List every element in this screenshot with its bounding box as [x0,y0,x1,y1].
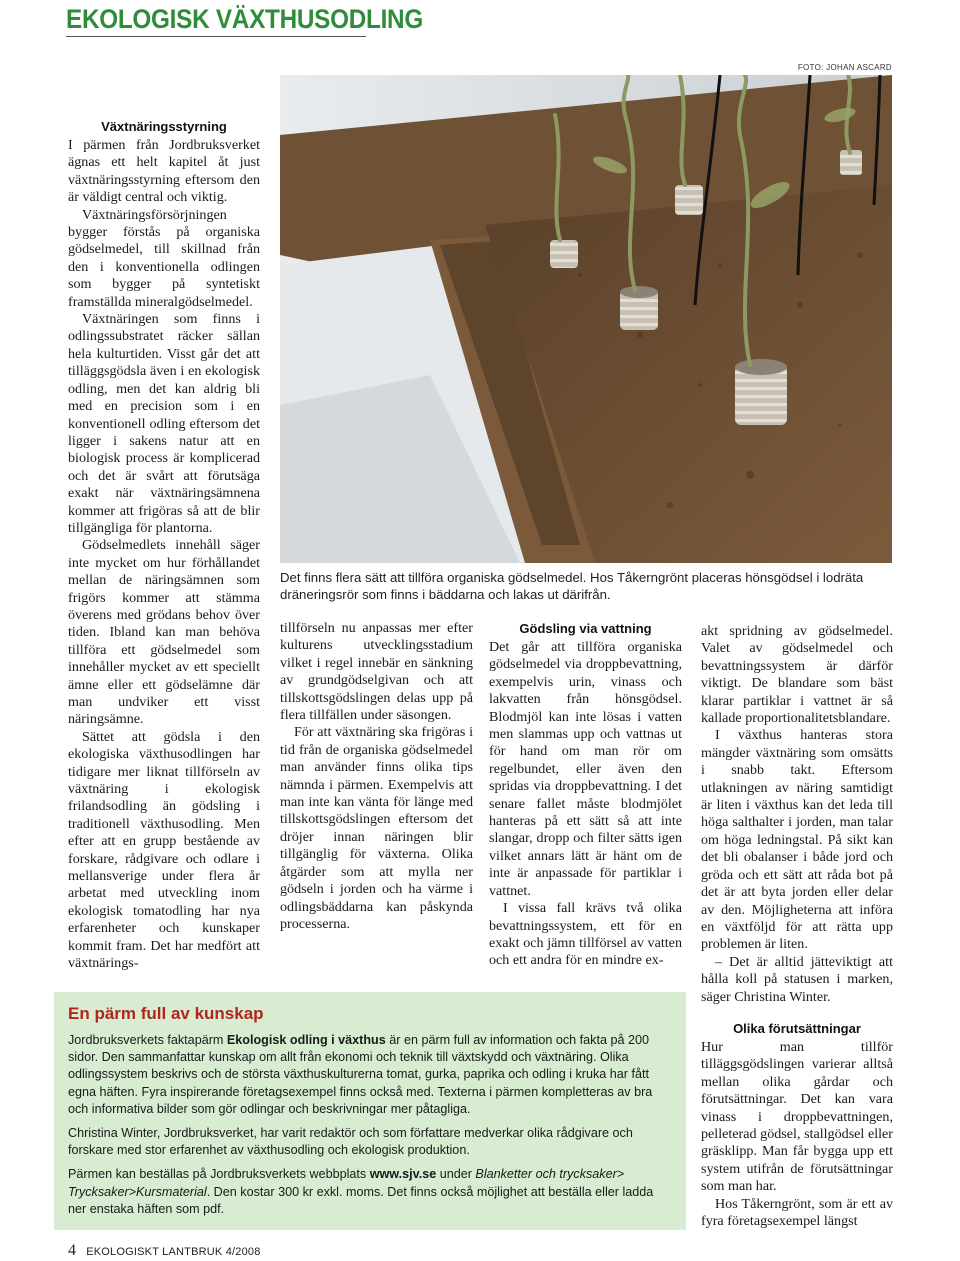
paragraph: Det går att tillföra organiska gödselmedel via droppbevattning, exempelvis urin, vinass och lakvatten från hönsgödsel. Blodmjöl kan inte lösas i vatten men slammas upp och vattnas ut för hand om man rör om regelbundet, eller även den spridas via droppbevattning. I det senare fallet måste blodmjölet hanteras på ett sätt så att inte slangar, dropp och filter sätts igen vilket annars lätt är hänt om de inte är anpassade för partiklar i vattnet. [489,639,682,899]
paragraph: I växthus hanteras stora mängder växtnäring som omsätts i snabb takt. Eftersom utlakningen av näring samtidigt är liten i växthus kan det leda till höga salthalter i jorden, man talar om höga ledningstal. På sikt kan det bli obalanser i både jord och gröda och ett sätt att råda bot på det är att byta jorden eller delar av den. Möjligheterna att införa en växtföljd för att rätta upp problemen är liten. [701,727,893,953]
column-1 [68,118,260,973]
fact-box-text [68,1032,668,1225]
column-4 [701,623,893,1230]
text-span: . Den kostar 300 kr exkl. moms. Det finns också möjlighet att beställa eller ladda ner enstaka häften som pdf. [68,1184,654,1216]
paragraph: Gödselmedlets innehåll säger inte mycket om hur förhållandet mellan de näringsämnen som frigörs kommer att stämma överens med grödans behov över tiden. Ibland kan man behöva tillföra ett gödselmedel som innehåller mycket av ett speciellt ämne eller ett gödselämne där man undviker ett visst näringsämne. [68,537,260,728]
book-title: Ekologisk odling i växthus [226,1033,386,1047]
page-footer [68,1242,261,1260]
paragraph: akt spridning av gödselmedel. Valet av gödselmedel och bevattningssystem är därför viktigt. De blandare som bäst klarar partiklar i vattnet är så kallade proportionalitetsblandare. [701,623,893,727]
greenhouse-photo [280,75,892,563]
menu-path: Blanketter och trycksaker> Trycksaker>Kursmaterial [68,1167,625,1199]
photo-caption: Det finns flera sätt att tillföra organiska gödselmedel. Hos Tåkerngrönt placeras hönsgödsel i lodräta dräneringsrör som finns i bäddarna och lakas ut därifrån. [280,570,864,602]
text-span: Pärmen kan beställas på Jordbruksverkets webbplats [68,1167,370,1182]
fact-box-paragraph: Christina Winter, Jordbruksverket, har varit redaktör och som författare medverkar olika rådgivare och forskare med stor erfarenhet av växthusodling och ekologisk produktion. [68,1126,633,1158]
paragraph: Växtnäringen som finns i odlingssubstratet räcker sällan hela kulturtiden. Visst går det att tilläggsgödsla även i en ekologisk odling, men det kan aldrig bli med en precision som i en konventionell odling eftersom det ligger i sakens natur att en biologisk process är komplicerad och det är svårt att förutsäga exakt när växtnäringsämnena kommer att frigöras så att de blir tillgängliga för plantorna. [68,311,260,536]
paragraph: I pärmen från Jordbruksverket ägnas ett helt kapitel åt just växtnäringsstyrning eftersom den är väldigt central och viktig. [68,137,260,206]
heading-godsling-via-vattning: Gödsling via vattning [519,621,652,636]
fact-box-paragraph [68,1032,668,1118]
text-span: Jordbruksverkets faktapärm [68,1033,227,1047]
paragraph: Växtnäringsförsörjningen bygger förstås på organiska gödselmedel, till skillnad från den i konventionella odlingen som bygger på syntetiskt framställda mineralgödselmedel. [68,206,260,310]
section-title: EKOLOGISK VÄXTHUSODLING [66,4,423,34]
paragraph: För att växtnäring ska frigöras i tid från de organiska gödselmedel man använder finns olika tips nämnda i pärmen. Exempelvis att man inte kan vänta för länge med tillskottsgödslingen eftersom det dröjer innan näringen blir tillgänglig för växterna. Olika åtgärder som att mylla ner gödseln i jorden och ha värme i odlingsbäddarna kan påskynda processerna. [280,724,473,932]
paragraph: Hur man tillför tilläggsgödslingen varierar alltså mellan olika gårdar och förutsättningar. Det kan vara vinass i droppbevattningen, pelleterad gödsel, stallgödsel eller gräsklipp. Man får bygga upp ett system utifrån de förutsättningar som man har. [701,1038,893,1195]
column-3 [489,620,682,970]
quote-paragraph: – Det är alltid jätteviktigt att hålla koll på statusen i marken, säger Christina Winter. [701,953,893,1005]
fact-box-paragraph [68,1166,668,1218]
paragraph: tillförseln nu anpassas mer efter kulturens utvecklingsstadium vilket i regel innebär en sänkning av grundgödselgivan och att tillskottsgödslingen delas upp på flera tillfällen under säsongen. [280,620,473,724]
column-2 [280,620,473,933]
text-span: under [436,1167,476,1182]
heading-vaxtnaringsstyrning: Växtnäringsstyrning [101,119,227,134]
paragraph: Sättet att gödsla i den ekologiska växthusodlingen har tidigare mer liknat tillförseln av växtnäring i ekologisk frilandsodling än gödsling i traditionell växthusodling. Men efter att en grupp bestående av forskare, rådgivare och odlare i mellansverige under flera år arbetat med utveckling inom ekologisk tomatodling har nya erfarenheter och kunskaper kommit fram. Det har medfört att växtnärings- [68,728,260,972]
text-span: är en pärm full av information och fakta på 200 sidor. Den sammanfattar kunskap om allt från ekonomi och teknik till växtskydd och växtnäring. Olika odlingssystem beskrivs och de största växthuskulturerna tomat, gurka, paprika och odling i kruka har fått egna häften. Fyra inspirerande företagsexempel finns också med. Texterna i pärmen kompletteras av bra och informativa bilder som gör odlingar och beskrivningar mer påtagliga. [68,1033,653,1116]
title-rule [66,36,366,37]
page-number: 4 [68,1242,77,1259]
paragraph: I vissa fall krävs två olika bevattningssystem, ett för en exakt och jämn tillförsel av vatten och ett andra för en mindre ex- [489,900,682,969]
website-link[interactable]: www.sjv.se [369,1167,437,1182]
paragraph: Hos Tåkerngrönt, som är ett av fyra företagsexempel längst [701,1195,893,1229]
publication-name: EKOLOGISKT LANTBRUK 4/2008 [86,1246,261,1258]
fact-box-title: En pärm full av kunskap [68,1004,264,1023]
photo-credit: FOTO: JOHAN ASCARD [797,63,892,72]
heading-olika-forutsattningar: Olika förutsättningar [733,1020,861,1036]
